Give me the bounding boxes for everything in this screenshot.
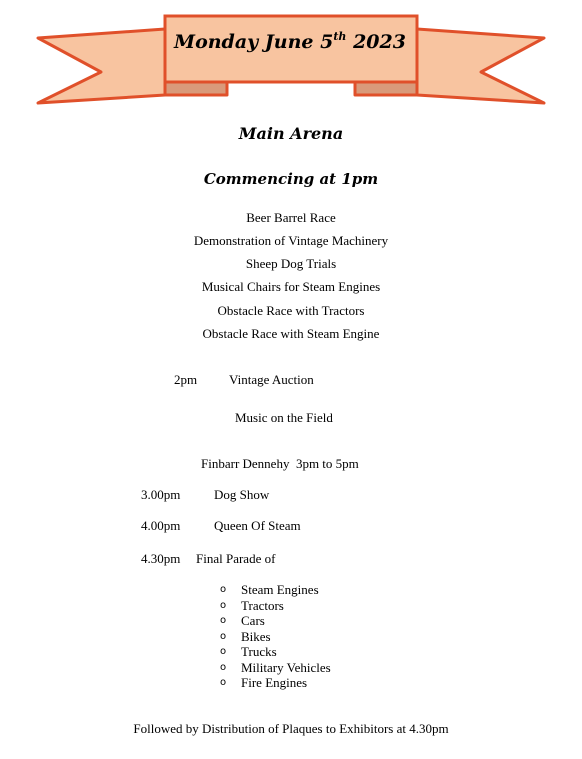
parade-item: o Trucks — [220, 644, 277, 659]
event-item: Obstacle Race with Tractors — [217, 303, 365, 318]
bullet-icon: o — [220, 630, 227, 642]
event-item: Sheep Dog Trials — [245, 256, 337, 271]
music-label: Music on the Field — [235, 410, 333, 425]
bullet-icon: o — [220, 661, 227, 673]
parade-item: o Cars — [220, 613, 265, 628]
bullet-icon: o — [220, 677, 227, 688]
performer-label: Finbarr Dennehy 3pm to 5pm — [201, 456, 359, 471]
parade-item: o Tractors — [220, 597, 284, 613]
commencing-heading: Commencing at 1pm — [203, 170, 379, 188]
queen-label: Queen Of Steam — [214, 518, 301, 533]
parade-list — [220, 582, 331, 691]
parade-item: o Fire Engines — [220, 675, 308, 690]
parade-item: o Steam Engines — [220, 582, 319, 597]
dog-show-time: 3.00pm — [141, 487, 181, 502]
bullet-icon: o — [220, 599, 227, 611]
ribbon-right-fold — [355, 82, 417, 95]
ribbon-right-tail — [417, 29, 544, 103]
parade-time: 4.30pm — [141, 551, 181, 566]
footer-note: Followed by Distribution of Plaques to Exhibitors at 4.30pm — [133, 721, 449, 736]
banner-title: Monday June 5th 2023 — [174, 30, 406, 53]
auction-time: 2pm — [174, 372, 198, 387]
bullet-icon: o — [220, 646, 227, 657]
event-item: Musical Chairs for Steam Engines — [201, 279, 381, 294]
bullet-icon: o — [220, 584, 227, 595]
event-item: Beer Barrel Race — [246, 210, 336, 225]
dog-show-label: Dog Show — [214, 487, 270, 502]
auction-label: Vintage Auction — [229, 372, 314, 387]
event-item: Demonstration of Vintage Machinery — [193, 233, 389, 248]
event-item: Obstacle Race with Steam Engine — [202, 326, 380, 341]
parade-item: o Bikes — [220, 628, 271, 644]
queen-time: 4.00pm — [141, 518, 181, 533]
parade-item: o Military Vehicles — [220, 659, 331, 675]
ribbon-left-fold — [165, 82, 227, 95]
parade-label: Final Parade of — [196, 551, 276, 566]
bullet-icon: o — [220, 615, 227, 626]
ribbon-left-tail — [38, 29, 165, 103]
arena-heading: Main Arena — [238, 124, 344, 143]
